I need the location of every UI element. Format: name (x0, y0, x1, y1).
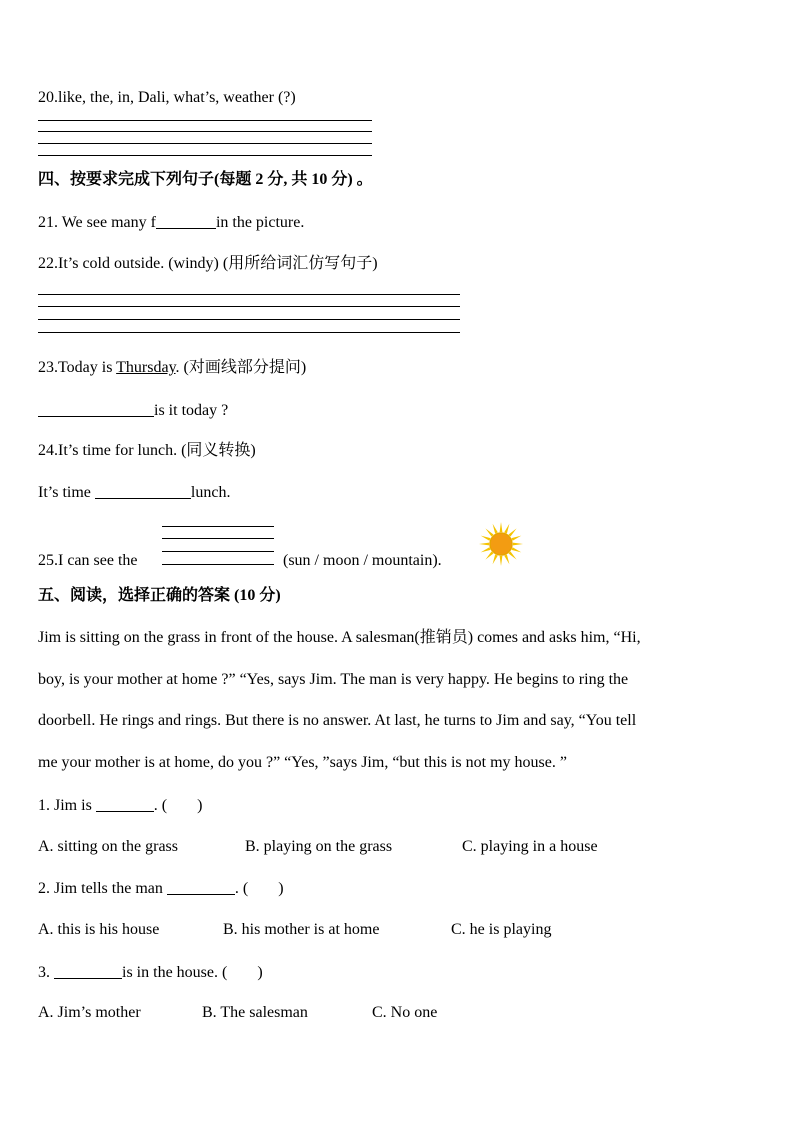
q20-answer-line-4[interactable] (38, 155, 372, 156)
sun-ray (500, 522, 503, 532)
question-3-option-b[interactable]: B. The salesman (202, 1004, 308, 1021)
passage-line-1: Jim is sitting on the grass in front of the house. A salesman(推销员) comes and asks him, “Hi, (38, 629, 641, 646)
q24-text: 24.It’s time for lunch. (同义转换) (38, 442, 256, 459)
q23-answer-post: is it today ? (154, 402, 229, 419)
q25-answer-line-3[interactable] (162, 551, 274, 552)
sun-ray (493, 555, 498, 565)
question-2-close: ) (278, 880, 284, 897)
sun-ray (504, 555, 509, 565)
q25-answer-line-1[interactable] (162, 526, 274, 527)
question-3-option-c[interactable]: C. No one (372, 1004, 438, 1021)
question-1-option-c[interactable]: C. playing in a house (462, 838, 598, 855)
question-3-blank[interactable] (54, 962, 122, 979)
q24-answer-post: lunch. (190, 484, 231, 501)
q23 (38, 358, 306, 378)
question-2-option-b[interactable]: B. his mother is at home (223, 921, 380, 938)
sun-ray (508, 528, 516, 536)
q25-answer-line-4[interactable] (162, 564, 274, 565)
sun-ray (485, 551, 493, 559)
sun-ray (508, 551, 516, 559)
sun-ray (485, 528, 493, 536)
sun-ray (479, 543, 489, 546)
question-2-post: . ( (234, 880, 249, 897)
q22-answer-line-3[interactable] (38, 319, 460, 320)
question-1-pre: 1. Jim is (38, 797, 96, 814)
passage-line-2: boy, is your mother at home ?” “Yes, says Jim. The man is very happy. He begins to ring the (38, 671, 629, 688)
q22-answer-line-4[interactable] (38, 332, 460, 333)
q25-post: (sun / moon / mountain). (283, 552, 442, 569)
q20-answer-line-3[interactable] (38, 143, 372, 144)
q21-pre: 21. We see many f (38, 214, 156, 231)
section-5-title: 五、阅读，选择正确的答案 (10 分) (38, 587, 281, 604)
q23-underlined-word: Thursday (116, 359, 176, 376)
question-1-option-a[interactable]: A. sitting on the grass (38, 838, 178, 855)
q22-answer-line-2[interactable] (38, 306, 460, 307)
section-4-title: 四、按要求完成下列句子(每题 2 分, 共 10 分) 。 (38, 171, 373, 188)
q22-text: 22.It’s cold outside. (windy) (用所给词汇仿写句子) (38, 255, 378, 272)
q20-answer-line-1[interactable] (38, 120, 372, 121)
sun-icon (476, 520, 526, 568)
q24-answer-pre: It’s time (38, 484, 95, 501)
question-1-option-b[interactable]: B. playing on the grass (245, 838, 393, 855)
question-2-blank[interactable] (167, 878, 235, 895)
sun-ray (500, 556, 503, 566)
sun-ray (512, 536, 522, 541)
q20-answer-line-2[interactable] (38, 131, 372, 132)
passage-line-4: me your mother is at home, do you ?” “Yes, ”says Jim, “but this is not my house. ” (38, 754, 567, 771)
q24-blank[interactable] (95, 482, 191, 499)
q22-answer-line-1[interactable] (38, 294, 460, 295)
question-3 (38, 962, 263, 983)
passage-line-3: doorbell. He rings and rings. But there is no answer. At last, he turns to Jim and say, “You tell (38, 712, 637, 729)
q23-blank[interactable] (38, 400, 154, 417)
q21-blank[interactable] (156, 212, 216, 229)
q20-text: 20.like, the, in, Dali, what’s, weather (?) (38, 89, 296, 106)
question-3-close: ) (257, 964, 263, 981)
q25-pre: 25.I can see the (38, 552, 138, 569)
question-1-blank[interactable] (96, 795, 154, 812)
question-2-option-a[interactable]: A. this is his house (38, 921, 160, 938)
question-1-close: ) (197, 797, 203, 814)
sun-ray (513, 543, 523, 546)
sun-ray (504, 524, 509, 534)
question-3-pre: 3. (38, 964, 54, 981)
sun-ray (493, 524, 498, 534)
q23-answer (38, 400, 228, 421)
q21 (38, 212, 304, 233)
q24-answer (38, 482, 230, 503)
question-1-post: . ( (153, 797, 168, 814)
q25-answer-line-2[interactable] (162, 538, 274, 539)
sun-ray (481, 536, 491, 541)
question-2 (38, 878, 284, 899)
question-3-option-a[interactable]: A. Jim’s mother (38, 1004, 141, 1021)
question-3-post: is in the house. ( (122, 964, 228, 981)
q21-post: in the picture. (215, 214, 305, 231)
sun-ray (512, 547, 522, 552)
question-2-pre: 2. Jim tells the man (38, 880, 167, 897)
question-1 (38, 795, 202, 816)
q23-post: . (对画线部分提问) (175, 359, 307, 376)
question-2-option-c[interactable]: C. he is playing (451, 921, 552, 938)
sun-ray (481, 547, 491, 552)
q23-pre: 23.Today is (38, 359, 117, 376)
